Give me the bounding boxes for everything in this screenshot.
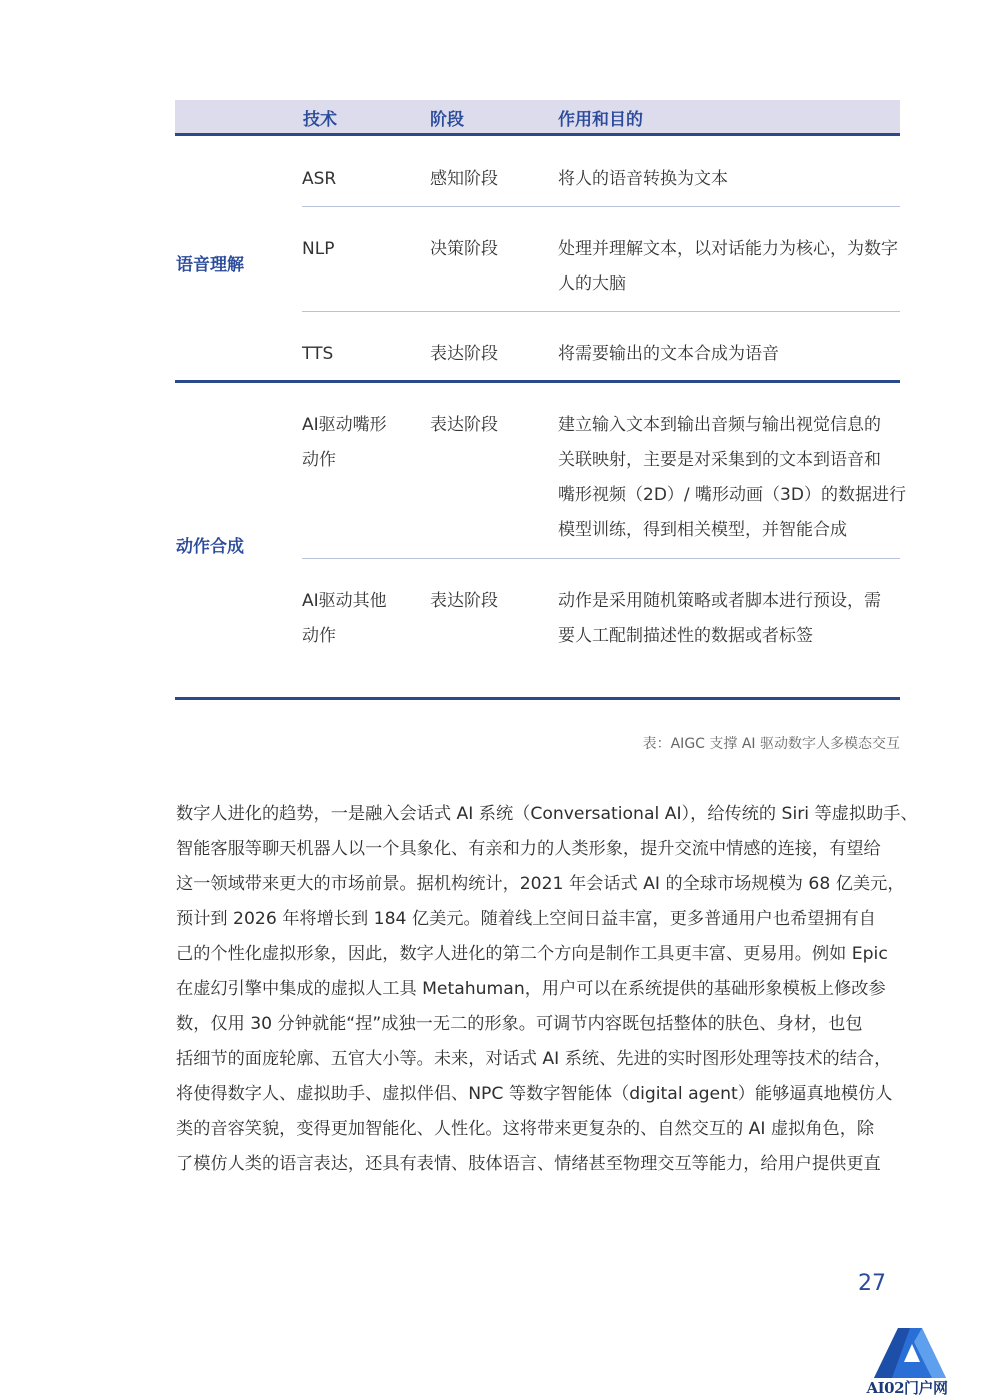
cell-purpose: 将需要输出的文本合成为语音 <box>558 344 779 364</box>
cell-stage: 感知阶段 <box>430 169 498 189</box>
cell-purpose-line: 要人工配制描述性的数据或者标签 <box>558 626 813 646</box>
paragraph-line: 括细节的面庞轮廓、五官大小等。未来，对话式 AI 系统、先进的实时图形处理等技术的结合， <box>176 1049 892 1069</box>
paragraph-line: 数字人进化的趋势，一是融入会话式 AI 系统（Conversational AI），给传统的 Siri 等虚拟助手、 <box>176 804 918 824</box>
header-tech: 技术 <box>303 110 337 130</box>
header-stage: 阶段 <box>430 110 464 130</box>
table-bottom-border <box>175 697 900 700</box>
cell-purpose-line: 动作是采用随机策略或者脚本进行预设，需 <box>558 591 881 611</box>
row-divider <box>302 206 900 207</box>
row-divider <box>302 311 900 312</box>
triangle-a-logo-icon <box>852 1322 962 1380</box>
cell-stage: 表达阶段 <box>430 344 498 364</box>
cell-stage: 表达阶段 <box>430 415 498 435</box>
watermark-logo[interactable] <box>852 1322 962 1399</box>
cell-purpose-line: 模型训练，得到相关模型，并智能合成 <box>558 520 847 540</box>
paragraph-line: 类的音容笑貌，变得更加智能化、人性化。这将带来更复杂的、自然交互的 AI 虚拟角色，除 <box>176 1119 875 1139</box>
page-number: 27 <box>858 1271 886 1296</box>
section-divider <box>175 380 900 383</box>
cell-purpose-line: 关联映射，主要是对采集到的文本到语音和 <box>558 450 881 470</box>
cell-tech: NLP <box>302 239 335 259</box>
category-motion: 动作合成 <box>176 537 244 557</box>
header-purpose: 作用和目的 <box>558 110 643 130</box>
cell-tech: TTS <box>302 344 334 364</box>
cell-tech-line: AI驱动嘴形 <box>302 415 387 435</box>
cell-stage: 决策阶段 <box>430 239 498 259</box>
table-header <box>175 100 900 136</box>
category-speech: 语音理解 <box>176 255 244 275</box>
table-caption: 表：AIGC 支撑 AI 驱动数字人多模态交互 <box>642 736 900 752</box>
row-divider <box>302 558 900 559</box>
cell-purpose-line: 处理并理解文本，以对话能力为核心，为数字 <box>558 239 898 259</box>
cell-tech-line: 动作 <box>302 626 336 646</box>
cell-purpose-line: 嘴形视频（2D）/ 嘴形动画（3D）的数据进行 <box>558 485 906 505</box>
cell-tech-line: AI驱动其他 <box>302 591 387 611</box>
cell-tech-line: 动作 <box>302 450 336 470</box>
cell-stage: 表达阶段 <box>430 591 498 611</box>
body-paragraph <box>176 797 916 1182</box>
paragraph-line: 数，仅用 30 分钟就能“捏”成独一无二的形象。可调节内容既包括整体的肤色、身材，也包 <box>176 1014 863 1034</box>
paragraph-line: 在虚幻引擎中集成的虚拟人工具 Metahuman，用户可以在系统提供的基础形象模板上修改参 <box>176 979 886 999</box>
cell-purpose: 将人的语音转换为文本 <box>558 169 728 189</box>
paragraph-line: 了模仿人类的语言表达，还具有表情、肢体语言、情绪甚至物理交互等能力，给用户提供更直 <box>176 1154 881 1174</box>
cell-purpose-line: 人的大脑 <box>558 274 626 294</box>
cell-tech: ASR <box>302 169 337 189</box>
paragraph-line: 这一领域带来更大的市场前景。据机构统计，2021 年会话式 AI 的全球市场规模为 68 亿美元， <box>176 874 905 894</box>
watermark-text: AI02门户网 <box>866 1379 948 1397</box>
paragraph-line: 将使得数字人、虚拟助手、虚拟伴侣、NPC 等数字智能体（digital agent）能够逼真地模仿人 <box>176 1084 893 1104</box>
paragraph-line: 己的个性化虚拟形象，因此，数字人进化的第二个方向是制作工具更丰富、更易用。例如 Epic <box>176 944 888 964</box>
cell-purpose-line: 建立输入文本到输出音频与输出视觉信息的 <box>558 415 881 435</box>
paragraph-line: 预计到 2026 年将增长到 184 亿美元。随着线上空间日益丰富，更多普通用户也希望拥有自 <box>176 909 876 929</box>
paragraph-line: 智能客服等聊天机器人以一个具象化、有亲和力的人类形象，提升交流中情感的连接，有望给 <box>176 839 881 859</box>
